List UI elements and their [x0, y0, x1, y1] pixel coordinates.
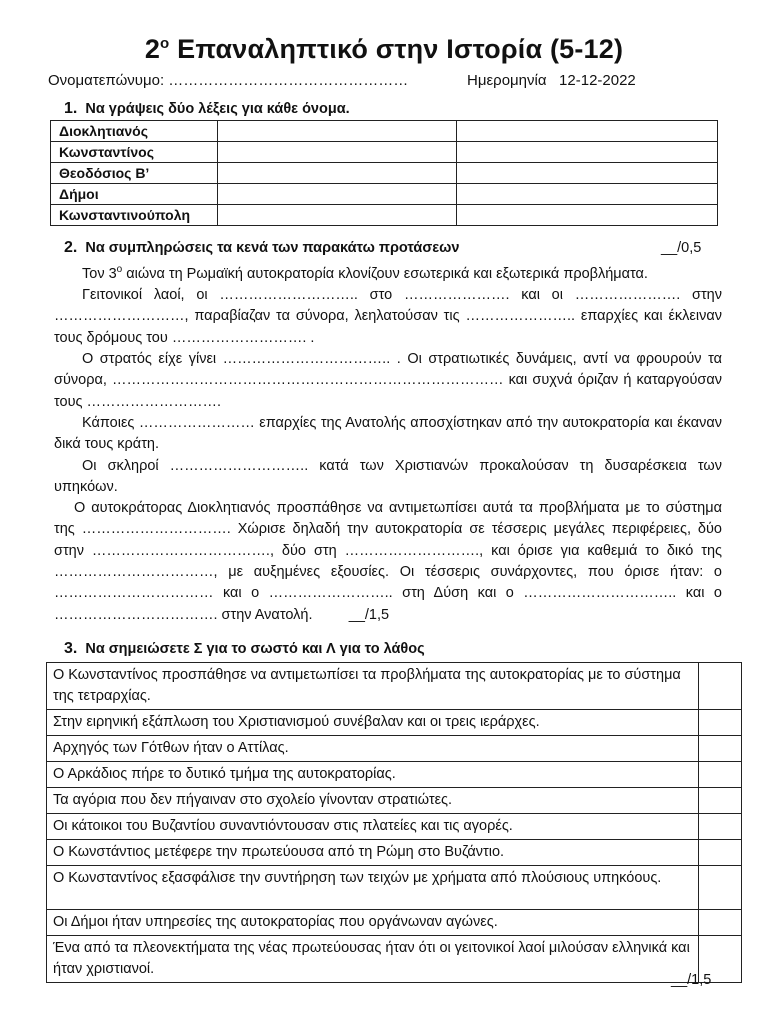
statement-row [47, 840, 742, 866]
answer-box[interactable] [699, 788, 742, 814]
name-cell: Θεοδόσιος Β’ [51, 163, 218, 184]
answer-box[interactable] [699, 866, 742, 910]
statement-row [47, 663, 742, 710]
statement-row [47, 736, 742, 762]
statement-row [47, 936, 742, 983]
answer-cell-2[interactable] [457, 205, 718, 226]
answer-box[interactable] [699, 736, 742, 762]
date-label: Ημερομηνία [467, 72, 547, 89]
answer-cell-1[interactable] [218, 121, 457, 142]
paragraph-5: Οι σκληροί ……………………….. κατά των Χριστιανών προκαλούσαν τη δυσαρέσκεια των υπηκόων. [54, 457, 722, 495]
names-table [50, 120, 718, 226]
name-cell: Κωνσταντινούπολη [51, 205, 218, 226]
section2-text [54, 259, 722, 626]
names-table-row [51, 184, 718, 205]
answer-cell-2[interactable] [457, 184, 718, 205]
statement-text: Ο Κωνσταντίνος προσπάθησε να αντιμετωπίσει τα προβλήματα της αυτοκρατορίας με το σύστημα της τετραρχίας. [47, 663, 699, 710]
true-false-table [46, 662, 742, 983]
statement-text: Ο Κωνστάντιος μετέφερε την πρωτεύουσα από τη Ρώμη στο Βυζάντιο. [47, 840, 699, 866]
section2-heading: 2. Να συμπληρώσεις τα κενά των παρακάτω προτάσεων [64, 239, 460, 256]
section3-score: __/1,5 [671, 972, 712, 988]
answer-box[interactable] [699, 840, 742, 866]
answer-cell-2[interactable] [457, 142, 718, 163]
answer-cell-1[interactable] [218, 163, 457, 184]
page-title: $2^o$ Επαναληπτικό στην Ιστορία (5-12) [144, 34, 624, 64]
statement-text: Ο Κωνσταντίνος εξασφάλισε την συντήρηση των τειχών με χρήματα από πλούσιους υπηκόους. [47, 866, 699, 910]
names-table-row [51, 121, 718, 142]
answer-box[interactable] [699, 663, 742, 710]
date-value: 12-12-2022 [559, 72, 636, 89]
statement-text: Αρχηγός των Γότθων ήταν ο Αττίλας. [47, 736, 699, 762]
answer-box[interactable] [699, 762, 742, 788]
name-cell: Κωνσταντίνος [51, 142, 218, 163]
paragraph-1: Τον $3^o$ αιώνα τη Ρωμαϊκή αυτοκρατορία κλονίζουν εσωτερικά και εξωτερικά προβλήματα. [82, 264, 648, 282]
answer-cell-1[interactable] [218, 184, 457, 205]
statement-row [47, 814, 742, 840]
statement-text: Οι κάτοικοι του Βυζαντίου συναντιόντουσαν στις πλατείες και τις αγορές. [47, 814, 699, 840]
paragraph-6: Ο αυτοκράτορας Διοκλητιανός προσπάθησε να αντιμετωπίσει αυτά τα προβλήματα με το σύστημα της …………………………. Χώρισε δηλαδή την αυτοκρατορία σε τέσσερις μεγάλες περιφέρειες, δύο στην ………………………………., δύο στη ………………………., και όρισε για καθεμιά το δικό της ……………………………, με αυξημένες εξουσίες. Οι τέσσερις συνάρχοντες, που όρισε ήταν: ο …………………………… και ο …………………….. στη Δύση και ο ………………………….. και ο ……………………………. στην Ανατολή. __/1,5 [54, 500, 722, 623]
section2-end-score: __/1,5 [348, 606, 390, 623]
name-cell: Δήμοι [51, 184, 218, 205]
statement-text: Στην ειρηνική εξάπλωση του Χριστιανισμού συνέβαλαν και οι τρεις ιεράρχες. [47, 710, 699, 736]
paragraph-3: Ο στρατός είχε γίνει …………………………….. . Οι στρατιωτικές δυνάμεις, αντί να φρουρούν τα σύνορα, ……………………………………………………………………… και συχνά όριζαν ή καταργούσαν τους ………………………. [54, 351, 722, 410]
names-table-row [51, 142, 718, 163]
paragraph-4: Κάποιες …………………… επαρχίες της Ανατολής αποσχίστηκαν από την αυτοκρατορία και έκαναν δικά τους κράτη. [54, 414, 722, 453]
paragraph-2: Γειτονικοί λαοί, οι ……………………….. στο …………………. και οι …………………. στην ………………………, παραβίαζαν τα σύνορα, λεηλατούσαν τις ………………….. επαρχίες και έκλειναν τους δρόμους του ………………………. . [54, 287, 722, 346]
answer-cell-1[interactable] [218, 142, 457, 163]
answer-box[interactable] [699, 910, 742, 936]
name-field-label: Ονοματεπώνυμο: ………………………………………… [48, 72, 409, 89]
name-cell: Διοκλητιανός [51, 121, 218, 142]
statement-row [47, 910, 742, 936]
names-table-row [51, 163, 718, 184]
statement-row [47, 788, 742, 814]
statement-text: Ένα από τα πλεονεκτήματα της νέας πρωτεύουσας ήταν ότι οι γειτονικοί λαοί μιλούσαν ελληνικά και ήταν χριστιανοί. [47, 936, 699, 983]
section3-heading: 3. Να σημειώσετε Σ για το σωστό και Λ για το λάθος [64, 640, 425, 657]
statement-row [47, 710, 742, 736]
statement-text: Οι Δήμοι ήταν υπηρεσίες της αυτοκρατορίας που οργάνωναν αγώνες. [47, 910, 699, 936]
date-field [467, 72, 636, 89]
names-table-row [51, 205, 718, 226]
answer-box[interactable] [699, 710, 742, 736]
section2-score: __/0,5 [661, 240, 702, 256]
section1-heading: 1. Να γράψεις δύο λέξεις για κάθε όνομα. [64, 100, 350, 117]
statement-row [47, 866, 742, 910]
answer-box[interactable] [699, 814, 742, 840]
statement-row [47, 762, 742, 788]
answer-cell-2[interactable] [457, 163, 718, 184]
answer-cell-1[interactable] [218, 205, 457, 226]
statement-text: Ο Αρκάδιος πήρε το δυτικό τμήμα της αυτοκρατορίας. [47, 762, 699, 788]
statement-text: Τα αγόρια που δεν πήγαιναν στο σχολείο γίνονταν στρατιώτες. [47, 788, 699, 814]
answer-cell-2[interactable] [457, 121, 718, 142]
